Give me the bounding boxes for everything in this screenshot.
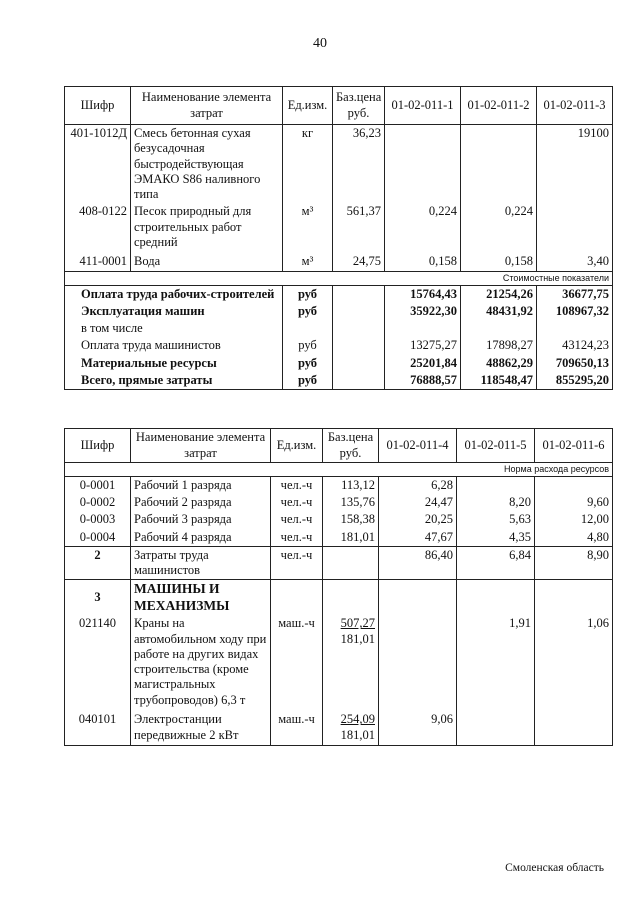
value-cell: 4,80 <box>535 529 613 547</box>
value-cell <box>379 580 457 615</box>
machinist-price: 181,01 <box>340 727 375 742</box>
code-cell: 401-1012Д <box>65 125 131 204</box>
value-cell: 86,40 <box>379 546 457 580</box>
table-row <box>65 253 613 271</box>
name-cell: Рабочий 2 разряда <box>131 494 271 511</box>
value-cell: 0,224 <box>461 203 537 253</box>
code-cell: 021140 <box>65 615 131 711</box>
unit-cell: руб <box>283 372 333 390</box>
unit-cell: м³ <box>283 253 333 271</box>
code-cell: 2 <box>65 546 131 580</box>
code-cell: 040101 <box>65 711 131 745</box>
price-cell: 158,38 <box>323 511 379 528</box>
code-cell: 3 <box>65 580 131 615</box>
value-cell: 25201,84 <box>385 355 461 372</box>
unit-cell <box>283 320 333 337</box>
value-cell <box>457 476 535 494</box>
name-cell: Затраты труда машинистов <box>131 546 271 580</box>
value-cell: 48862,29 <box>461 355 537 372</box>
page-number: 40 <box>313 36 327 51</box>
value-cell: 0,158 <box>461 253 537 271</box>
name-cell: Смесь бетонная сухая безусадочная быстродействующая ЭМАКО S86 наливного типа <box>131 125 283 204</box>
value-cell <box>535 580 613 615</box>
header-cell: Ед.изм. <box>271 429 323 463</box>
section-label-row <box>65 463 613 477</box>
unit-cell: маш.-ч <box>271 711 323 745</box>
header-cell: Баз.цена руб. <box>333 87 385 125</box>
value-cell: 8,90 <box>535 546 613 580</box>
footer-region: Смоленская область <box>505 862 604 874</box>
price-cell <box>333 337 385 354</box>
name-cell: Песок природный для строительных работ средний <box>131 203 283 253</box>
price-cell <box>333 285 385 303</box>
table-row <box>65 711 613 745</box>
price-cell: 24,75 <box>333 253 385 271</box>
value-cell: 1,91 <box>457 615 535 711</box>
cost-row <box>65 372 613 390</box>
value-cell: 21254,26 <box>461 285 537 303</box>
table-row <box>65 203 613 253</box>
price-cell: 36,23 <box>333 125 385 204</box>
unit-cell: чел.-ч <box>271 546 323 580</box>
header-cell: Наименование элемента затрат <box>131 87 283 125</box>
value-cell: 118548,47 <box>461 372 537 390</box>
table-header-row <box>65 87 613 125</box>
price-cell <box>323 615 379 711</box>
value-cell: 19100 <box>537 125 613 204</box>
value-cell: 6,84 <box>457 546 535 580</box>
cost-row <box>65 337 613 354</box>
table-row <box>65 511 613 528</box>
header-cell: 01-02-011-1 <box>385 87 461 125</box>
price-cell <box>323 546 379 580</box>
table-row <box>65 476 613 494</box>
resource-table-1 <box>64 86 613 390</box>
price-cell: 113,12 <box>323 476 379 494</box>
value-cell: 8,20 <box>457 494 535 511</box>
value-cell <box>385 320 461 337</box>
value-cell: 15764,43 <box>385 285 461 303</box>
header-cell: 01-02-011-3 <box>537 87 613 125</box>
code-cell: 411-0001 <box>65 253 131 271</box>
section-heading-row <box>65 580 613 615</box>
name-cell: Рабочий 3 разряда <box>131 511 271 528</box>
header-cell: 01-02-011-5 <box>457 429 535 463</box>
name-cell: Вода <box>131 253 283 271</box>
header-cell: 01-02-011-2 <box>461 87 537 125</box>
header-cell: Ед.изм. <box>283 87 333 125</box>
unit-cell: маш.-ч <box>271 615 323 711</box>
value-cell <box>379 615 457 711</box>
section-heading: МАШИНЫ И МЕХАНИЗМЫ <box>131 580 271 615</box>
code-cell: 408-0122 <box>65 203 131 253</box>
header-cell: 01-02-011-4 <box>379 429 457 463</box>
value-cell <box>461 125 537 204</box>
value-cell: 17898,27 <box>461 337 537 354</box>
value-cell: 48431,92 <box>461 303 537 320</box>
name-cell: Краны на автомобильном ходу при работе на других видах строительства (кроме магистральных трубопроводов) 6,3 т <box>131 615 271 711</box>
price-cell: 561,37 <box>333 203 385 253</box>
value-cell: 43124,23 <box>537 337 613 354</box>
unit-cell: руб <box>283 303 333 320</box>
table-row <box>65 615 613 711</box>
unit-cell: м³ <box>283 203 333 253</box>
name-cell: Рабочий 4 разряда <box>131 529 271 547</box>
code-cell: 0-0004 <box>65 529 131 547</box>
cost-row <box>65 285 613 303</box>
code-cell: 0-0001 <box>65 476 131 494</box>
cost-name-cell: Материальные ресурсы <box>65 355 283 372</box>
base-price: 254,09 <box>340 712 375 727</box>
cost-row <box>65 303 613 320</box>
unit-cell: кг <box>283 125 333 204</box>
section-label: Стоимостные показатели <box>65 271 613 285</box>
value-cell: 5,63 <box>457 511 535 528</box>
value-cell: 24,47 <box>379 494 457 511</box>
cost-name-cell: Оплата труда рабочих-строителей <box>65 285 283 303</box>
resource-table-2 <box>64 428 613 746</box>
table-row <box>65 546 613 580</box>
table-header-row <box>65 429 613 463</box>
value-cell: 9,60 <box>535 494 613 511</box>
value-cell: 6,28 <box>379 476 457 494</box>
value-cell <box>535 476 613 494</box>
unit-cell: чел.-ч <box>271 494 323 511</box>
cost-name-cell: Всего, прямые затраты <box>65 372 283 390</box>
value-cell <box>461 320 537 337</box>
table-row <box>65 529 613 547</box>
cost-name-cell: в том числе <box>65 320 283 337</box>
value-cell: 47,67 <box>379 529 457 547</box>
header-cell: Шифр <box>65 429 131 463</box>
value-cell: 0,158 <box>385 253 461 271</box>
value-cell: 12,00 <box>535 511 613 528</box>
unit-cell: руб <box>283 355 333 372</box>
value-cell <box>385 125 461 204</box>
value-cell <box>537 320 613 337</box>
price-cell <box>333 303 385 320</box>
value-cell <box>537 203 613 253</box>
base-price: 507,27 <box>340 616 375 631</box>
value-cell: 20,25 <box>379 511 457 528</box>
price-cell: 181,01 <box>323 529 379 547</box>
value-cell: 855295,20 <box>537 372 613 390</box>
value-cell <box>457 580 535 615</box>
table-row <box>65 125 613 204</box>
value-cell: 36677,75 <box>537 285 613 303</box>
header-cell: Баз.цена руб. <box>323 429 379 463</box>
price-cell <box>333 372 385 390</box>
value-cell: 35922,30 <box>385 303 461 320</box>
cost-name-cell: Оплата труда машинистов <box>65 337 283 354</box>
price-cell <box>333 355 385 372</box>
cost-name-cell: Эксплуатация машин <box>65 303 283 320</box>
section-label: Норма расхода ресурсов <box>65 463 613 477</box>
unit-cell <box>271 580 323 615</box>
value-cell: 3,40 <box>537 253 613 271</box>
unit-cell: руб <box>283 285 333 303</box>
value-cell: 4,35 <box>457 529 535 547</box>
unit-cell: чел.-ч <box>271 511 323 528</box>
unit-cell: чел.-ч <box>271 529 323 547</box>
header-cell: Наименование элемента затрат <box>131 429 271 463</box>
name-cell: Рабочий 1 разряда <box>131 476 271 494</box>
price-cell <box>323 580 379 615</box>
value-cell: 0,224 <box>385 203 461 253</box>
value-cell: 13275,27 <box>385 337 461 354</box>
table-row <box>65 494 613 511</box>
code-cell: 0-0003 <box>65 511 131 528</box>
unit-cell: руб <box>283 337 333 354</box>
price-cell: 135,76 <box>323 494 379 511</box>
value-cell: 1,06 <box>535 615 613 711</box>
header-cell: 01-02-011-6 <box>535 429 613 463</box>
price-cell <box>323 711 379 745</box>
price-cell <box>333 320 385 337</box>
name-cell: Электростанции передвижные 2 кВт <box>131 711 271 745</box>
value-cell <box>457 711 535 745</box>
machinist-price: 181,01 <box>340 631 375 646</box>
value-cell: 108967,32 <box>537 303 613 320</box>
code-cell: 0-0002 <box>65 494 131 511</box>
cost-row <box>65 320 613 337</box>
value-cell <box>535 711 613 745</box>
unit-cell: чел.-ч <box>271 476 323 494</box>
header-cell: Шифр <box>65 87 131 125</box>
cost-row <box>65 355 613 372</box>
value-cell: 709650,13 <box>537 355 613 372</box>
value-cell: 9,06 <box>379 711 457 745</box>
section-label-row <box>65 271 613 285</box>
value-cell: 76888,57 <box>385 372 461 390</box>
